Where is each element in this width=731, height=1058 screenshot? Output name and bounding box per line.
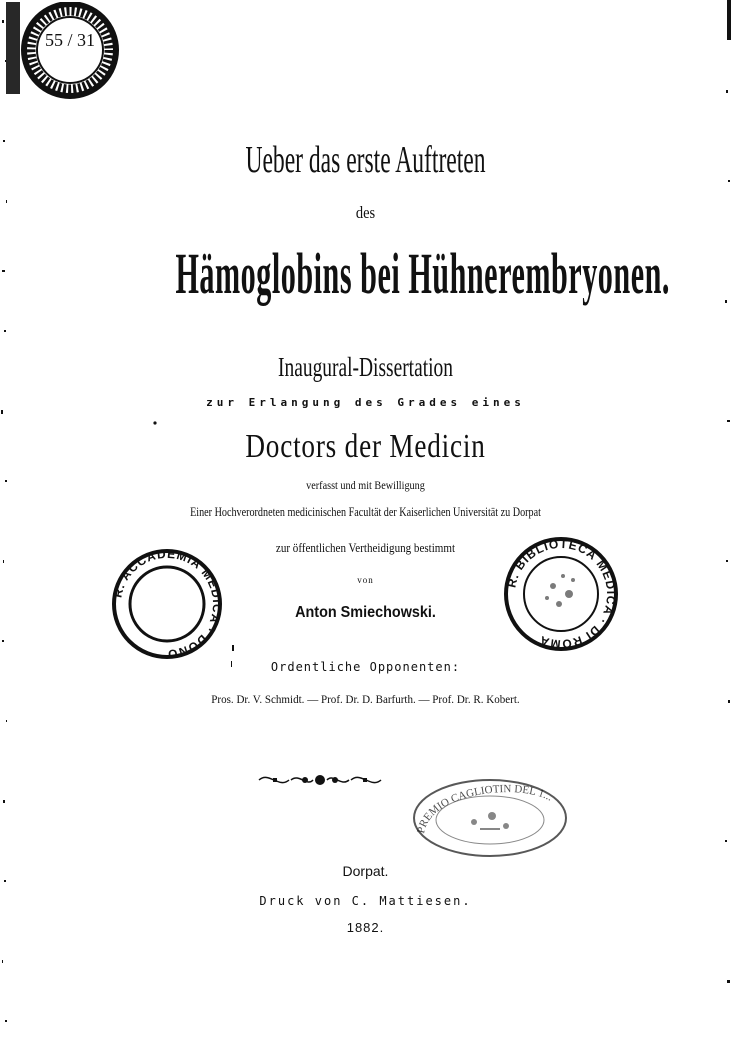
- stamp-number: 55 / 31: [44, 30, 96, 50]
- decorative-ornament: [255, 767, 385, 793]
- approval-line: verfasst und mit Bewilligung: [306, 478, 425, 492]
- year-line: 1882.: [346, 920, 385, 935]
- printer-line: Druck von C. Mattiesen.: [259, 894, 472, 908]
- ink-speck: [228, 643, 238, 673]
- by-line: von: [357, 575, 374, 585]
- title-line-1: Ueber das erste Auftreten: [245, 139, 486, 181]
- main-title: Hämoglobins bei Hühnerembryonen.: [175, 241, 670, 306]
- biblioteca-stamp-text: R. BIBLIOTECA MEDICA · DI ROMA: [504, 536, 619, 652]
- faculty-line: Einer Hochverordneten medicinischen Facultät der Kaiserlichen Universität zu Dorpat: [190, 504, 541, 519]
- defense-line: zur öffentlichen Vertheidigung bestimmt: [275, 540, 456, 555]
- subtitle: Inaugural-Dissertation: [278, 352, 453, 382]
- purpose-line: zur Erlangung des Grades eines: [206, 396, 525, 409]
- opponents-heading: Ordentliche Opponenten:: [270, 660, 461, 674]
- place-line: Dorpat.: [342, 863, 389, 879]
- degree-line: Doctors der Medicin: [245, 428, 486, 465]
- premio-oval-stamp: [410, 776, 570, 860]
- title-line-2: des: [355, 203, 376, 222]
- ink-speck: [150, 418, 160, 428]
- premio-stamp-text: PREMIO CAGLIOTIN DEL 1...: [415, 783, 555, 835]
- opponents-list: Pros. Dr. V. Schmidt. — Prof. Dr. D. Barfurth. — Prof. Dr. R. Kobert.: [211, 692, 520, 706]
- top-left-library-stamp: [6, 2, 124, 102]
- author-name: Anton Smiechowski.: [295, 604, 436, 621]
- accademia-stamp-text: R. ACCADEMIA MEDICA · DONO: [110, 548, 225, 660]
